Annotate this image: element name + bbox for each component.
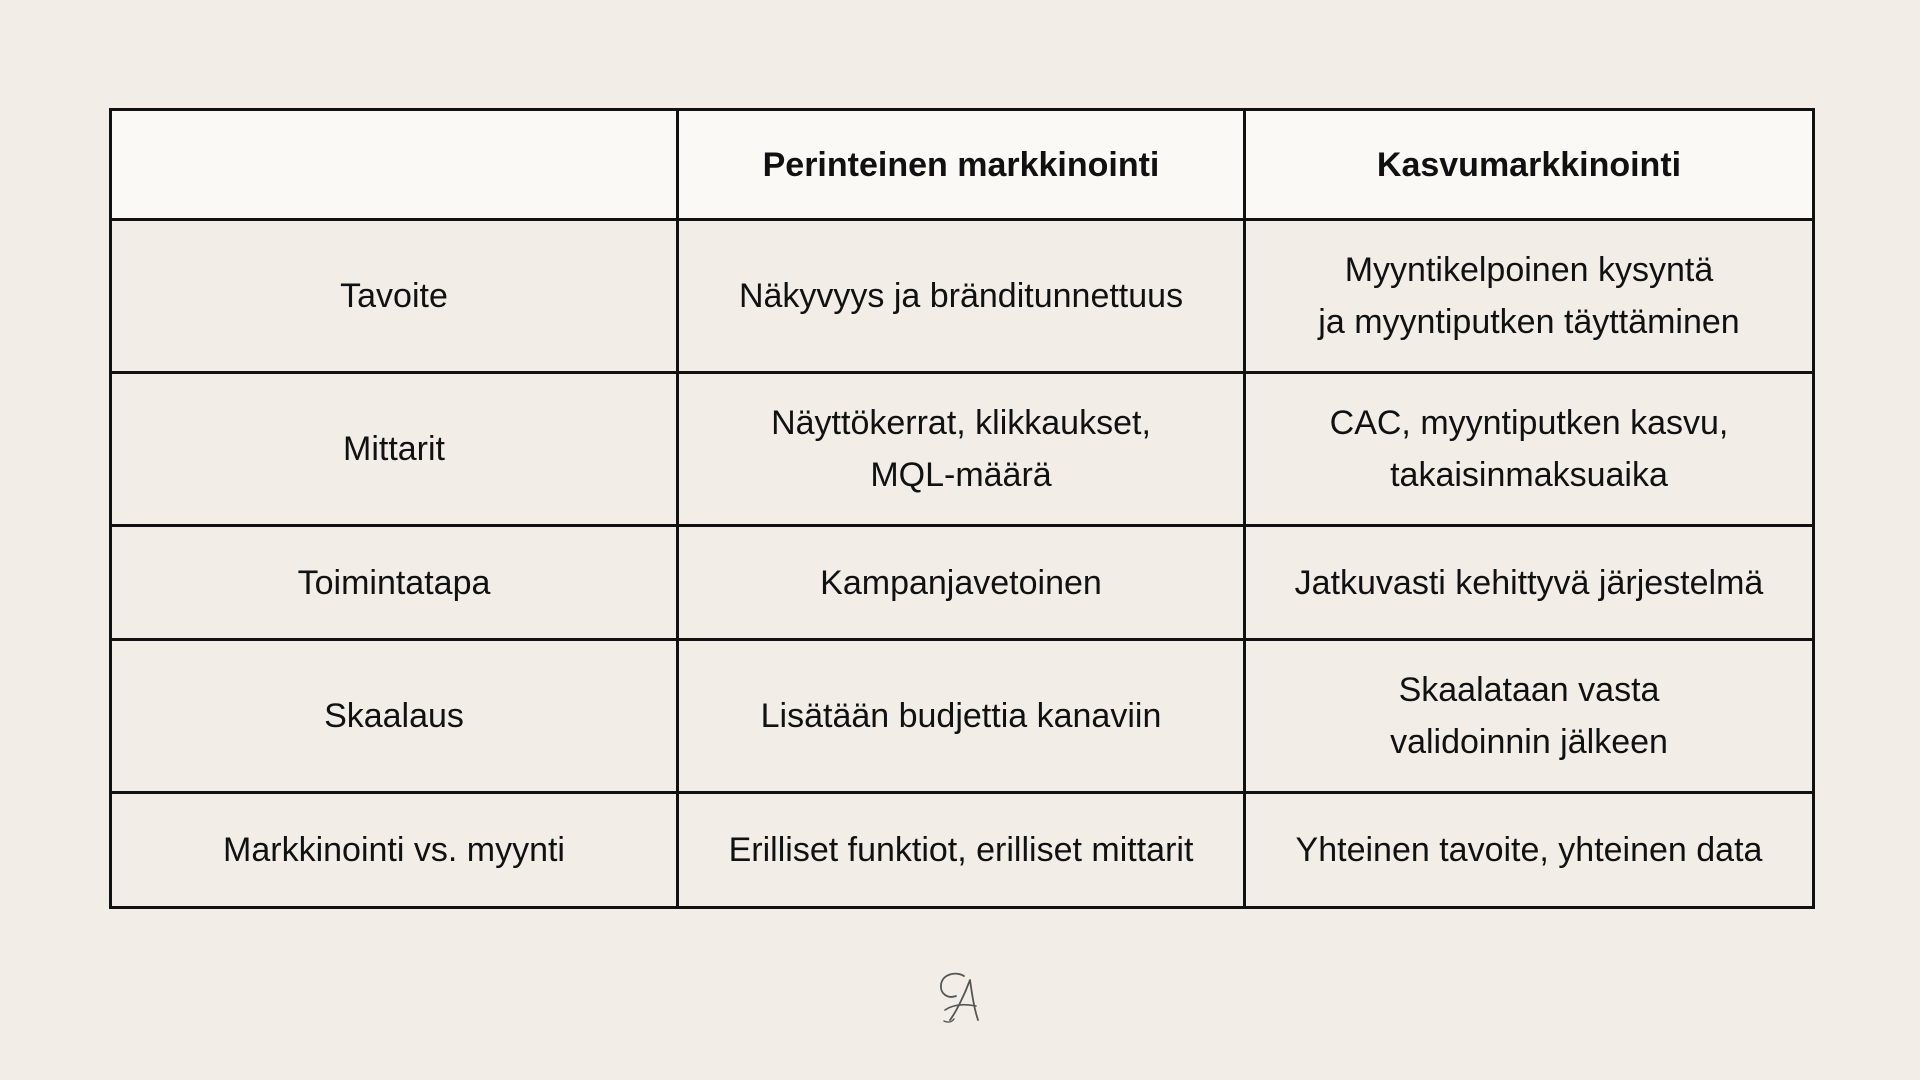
header-growth-marketing: Kasvumarkkinointi xyxy=(1245,110,1814,220)
growth-cell: Jatkuvasti kehittyvä järjestelmä xyxy=(1245,526,1814,640)
traditional-cell: Näkyvyys ja bränditunnettuus xyxy=(678,220,1245,373)
traditional-cell: Erilliset funktiot, erilliset mittarit xyxy=(678,793,1245,908)
row-label: Toimintatapa xyxy=(111,526,678,640)
growth-cell: Yhteinen tavoite, yhteinen data xyxy=(1245,793,1814,908)
table-row xyxy=(111,373,1814,526)
row-label: Markkinointi vs. myynti xyxy=(111,793,678,908)
growth-cell: Myyntikelpoinen kysyntä ja myyntiputken täyttäminen xyxy=(1245,220,1814,373)
growth-cell: CAC, myyntiputken kasvu, takaisinmaksuaika xyxy=(1245,373,1814,526)
header-empty-cell xyxy=(111,110,678,220)
traditional-cell: Kampanjavetoinen xyxy=(678,526,1245,640)
ca-monogram-icon xyxy=(930,968,990,1028)
header-traditional-marketing: Perinteinen markkinointi xyxy=(678,110,1245,220)
table-row xyxy=(111,526,1814,640)
table-row xyxy=(111,793,1814,908)
table-row xyxy=(111,220,1814,373)
row-label: Tavoite xyxy=(111,220,678,373)
traditional-cell: Näyttökerrat, klikkaukset, MQL-määrä xyxy=(678,373,1245,526)
row-label: Skaalaus xyxy=(111,640,678,793)
traditional-cell: Lisätään budjettia kanaviin xyxy=(678,640,1245,793)
row-label: Mittarit xyxy=(111,373,678,526)
growth-cell: Skaalataan vasta validoinnin jälkeen xyxy=(1245,640,1814,793)
comparison-table xyxy=(109,108,1815,909)
table-row xyxy=(111,640,1814,793)
header-row xyxy=(111,110,1814,220)
